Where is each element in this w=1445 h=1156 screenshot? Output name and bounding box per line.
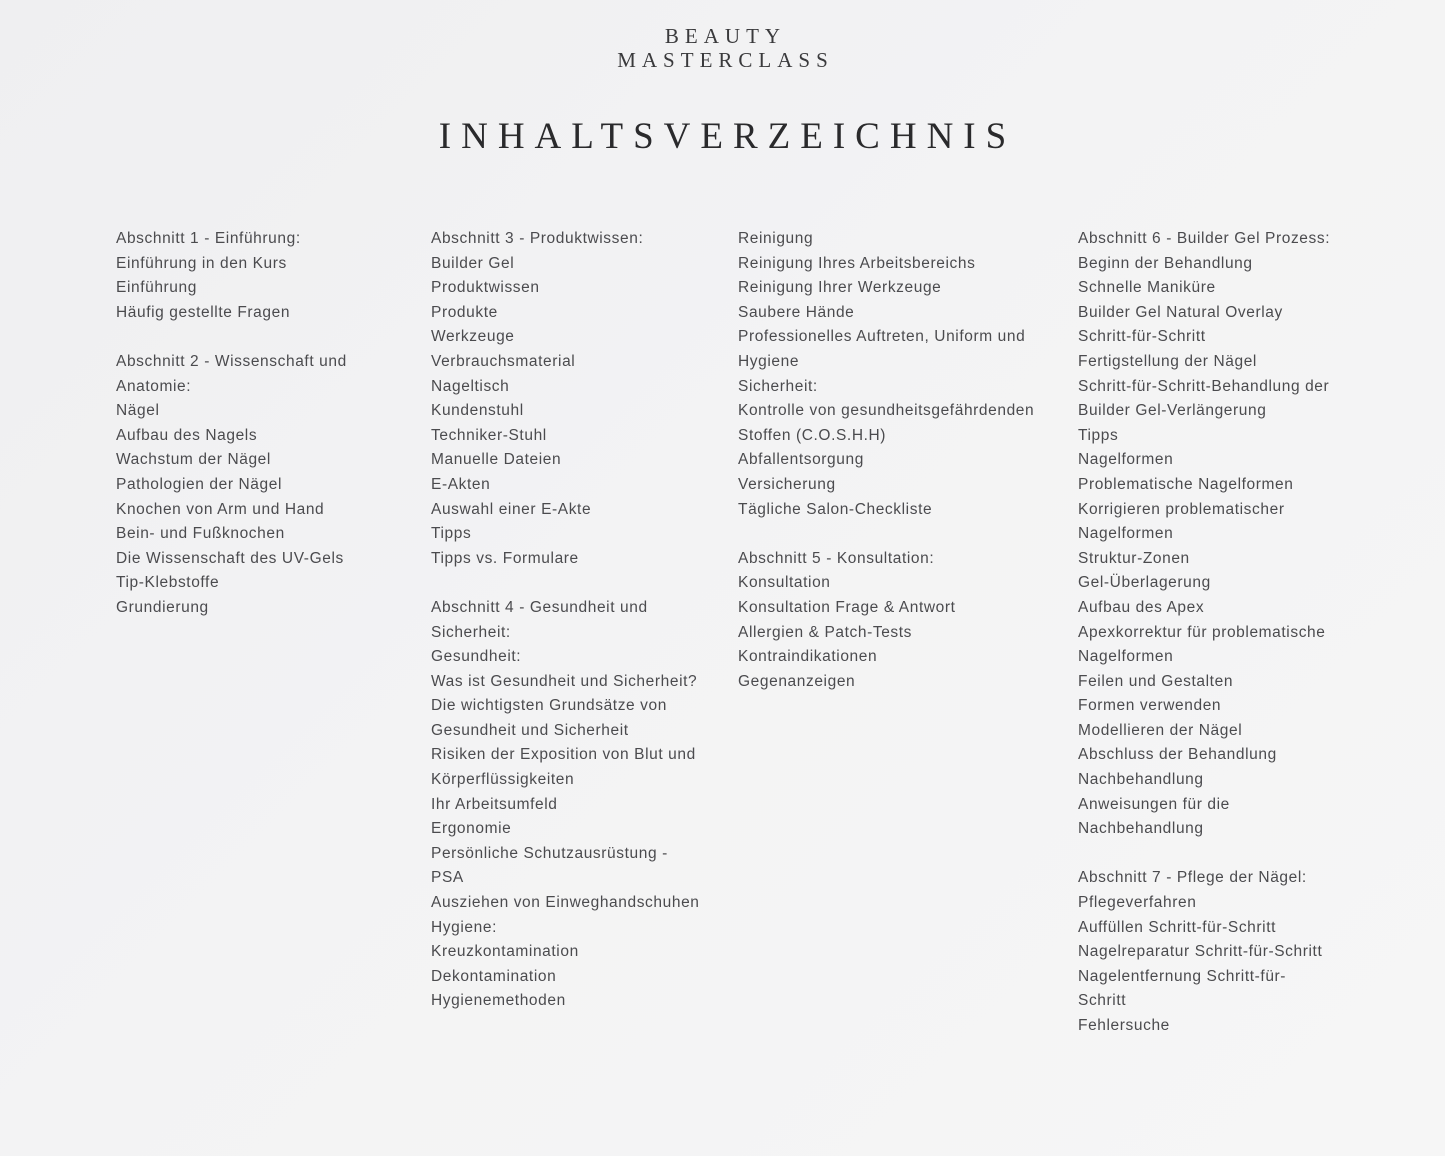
toc-entry: Tipps vs. Formulare bbox=[431, 549, 579, 567]
toc-entry: Nägel bbox=[116, 402, 160, 420]
toc-entry: Fertigstellung der Nägel bbox=[1078, 352, 1257, 370]
toc-entry: Nagelformen bbox=[1078, 648, 1174, 666]
toc-entry: Anweisungen für die bbox=[1078, 795, 1230, 813]
toc-entry: Die Wissenschaft des UV-Gels bbox=[116, 549, 344, 567]
toc-entry: Konsultation bbox=[738, 574, 831, 592]
toc-entry: Gesundheit und Sicherheit bbox=[431, 721, 629, 739]
toc-entry: Gel-Überlagerung bbox=[1078, 574, 1211, 592]
toc-entry: Aufbau des Nagels bbox=[116, 426, 258, 444]
toc-entry: Versicherung bbox=[738, 475, 836, 493]
toc-entry: Tipps bbox=[431, 525, 472, 543]
toc-entry: Nagelformen bbox=[1078, 451, 1174, 469]
toc-entry: Abfallentsorgung bbox=[738, 451, 864, 469]
toc-entry: Manuelle Dateien bbox=[431, 451, 562, 469]
toc-entry: Persönliche Schutzausrüstung - bbox=[431, 844, 668, 862]
toc-entry: Kontrolle von gesundheitsgefährdenden bbox=[738, 402, 1035, 420]
toc-entry: Korrigieren problematischer bbox=[1078, 500, 1285, 518]
toc-entry: Hygiene: bbox=[431, 918, 497, 936]
toc-entry: Hygienemethoden bbox=[431, 992, 566, 1010]
toc-entry: Werkzeuge bbox=[431, 328, 515, 346]
toc-entry: Körperflüssigkeiten bbox=[431, 771, 575, 789]
toc-entry: Nachbehandlung bbox=[1078, 771, 1204, 789]
toc-entry: Kundenstuhl bbox=[431, 402, 524, 420]
toc-entry: Wachstum der Nägel bbox=[116, 451, 271, 469]
toc-entry: Ergonomie bbox=[431, 820, 512, 838]
toc-entry: E-Akten bbox=[431, 475, 491, 493]
toc-entry: Reinigung Ihres Arbeitsbereichs bbox=[738, 254, 976, 272]
toc-entry: Bein- und Fußknochen bbox=[116, 525, 285, 543]
section-heading: Abschnitt 7 - Pflege der Nägel: bbox=[1078, 869, 1307, 887]
toc-column-4 bbox=[1078, 227, 1378, 1039]
toc-entry: PSA bbox=[431, 869, 464, 887]
toc-entry: Formen verwenden bbox=[1078, 697, 1222, 715]
toc-entry: Gesundheit: bbox=[431, 648, 522, 666]
toc-entry: Auffüllen Schritt-für-Schritt bbox=[1078, 918, 1277, 936]
toc-entry: Techniker-Stuhl bbox=[431, 426, 547, 444]
toc-entry: Einführung in den Kurs bbox=[116, 254, 287, 272]
toc-entry: Grundierung bbox=[116, 598, 209, 616]
toc-column-1 bbox=[116, 227, 406, 621]
section-heading: Abschnitt 1 - Einführung: bbox=[116, 230, 301, 247]
toc-column-3 bbox=[738, 227, 1058, 694]
toc-entry: Saubere Hände bbox=[738, 303, 855, 321]
toc-entry: Fehlersuche bbox=[1078, 1017, 1170, 1034]
toc-entry: Builder Gel-Verlängerung bbox=[1078, 402, 1267, 420]
brand-line-beauty: BEAUTY bbox=[664, 24, 787, 48]
toc-entry: Kontraindikationen bbox=[738, 648, 878, 666]
section-heading: Abschnitt 6 - Builder Gel Prozess: bbox=[1078, 230, 1331, 247]
toc-entry: Sicherheit: bbox=[431, 623, 511, 641]
toc-entry: Was ist Gesundheit und Sicherheit? bbox=[431, 672, 698, 690]
toc-entry: Nachbehandlung bbox=[1078, 820, 1204, 838]
section-spacer bbox=[431, 571, 721, 596]
section-heading: Abschnitt 3 - Produktwissen: bbox=[431, 230, 644, 247]
toc-entry: Tip-Klebstoffe bbox=[116, 574, 220, 592]
section-heading: Abschnitt 5 - Konsultation: bbox=[738, 549, 935, 567]
page-title: INHALTSVERZEICHNIS bbox=[438, 116, 1017, 157]
section-spacer bbox=[116, 325, 406, 350]
toc-entry: Dekontamination bbox=[431, 967, 557, 985]
toc-entry: Knochen von Arm und Hand bbox=[116, 500, 325, 518]
toc-entry: Stoffen (C.O.S.H.H) bbox=[738, 426, 887, 444]
toc-entry: Hygiene bbox=[738, 352, 800, 370]
toc-entry: Schritt bbox=[1078, 992, 1127, 1010]
toc-entry: Beginn der Behandlung bbox=[1078, 254, 1253, 272]
brand-logo bbox=[0, 24, 1445, 72]
toc-entry: Allergien & Patch-Tests bbox=[738, 623, 913, 641]
toc-column-2 bbox=[431, 227, 721, 1014]
toc-entry: Abschluss der Behandlung bbox=[1078, 746, 1277, 764]
toc-entry: Produkte bbox=[431, 303, 498, 321]
toc-entry: Struktur-Zonen bbox=[1078, 549, 1190, 567]
toc-entry: Problematische Nagelformen bbox=[1078, 475, 1294, 493]
toc-entry: Reinigung bbox=[738, 230, 814, 247]
toc-entry: Aufbau des Apex bbox=[1078, 598, 1205, 616]
toc-entry: Schritt-für-Schritt-Behandlung der bbox=[1078, 377, 1330, 395]
toc-entry: Builder Gel Natural Overlay bbox=[1078, 303, 1283, 321]
toc-entry: Verbrauchsmaterial bbox=[431, 352, 576, 370]
toc-entry: Kreuzkontamination bbox=[431, 943, 579, 961]
toc-entry: Modellieren der Nägel bbox=[1078, 721, 1243, 739]
toc-entry: Nagelformen bbox=[1078, 525, 1174, 543]
toc-entry: Professionelles Auftreten, Uniform und bbox=[738, 328, 1026, 346]
toc-entry: Auswahl einer E-Akte bbox=[431, 500, 592, 518]
toc-entry: Risiken der Exposition von Blut und bbox=[431, 746, 696, 764]
toc-entry: Feilen und Gestalten bbox=[1078, 672, 1234, 690]
toc-entry: Schnelle Maniküre bbox=[1078, 279, 1216, 297]
toc-entry: Anatomie: bbox=[116, 377, 192, 395]
section-spacer bbox=[1078, 842, 1378, 867]
toc-entry: Produktwissen bbox=[431, 279, 540, 297]
toc-entry: Ausziehen von Einweghandschuhen bbox=[431, 894, 700, 912]
toc-entry: Nagelentfernung Schritt-für- bbox=[1078, 967, 1287, 985]
toc-entry: Ihr Arbeitsumfeld bbox=[431, 795, 558, 813]
toc-entry: Konsultation Frage & Antwort bbox=[738, 598, 956, 616]
toc-entry: Tipps bbox=[1078, 426, 1119, 444]
toc-entry: Die wichtigsten Grundsätze von bbox=[431, 697, 667, 715]
toc-entry: Sicherheit: bbox=[738, 377, 818, 395]
toc-entry: Häufig gestellte Fragen bbox=[116, 303, 291, 321]
section-spacer bbox=[738, 522, 1058, 547]
toc-entry: Apexkorrektur für problematische bbox=[1078, 623, 1326, 641]
brand-line-masterclass: MASTERCLASS bbox=[617, 48, 834, 72]
toc-entry: Tägliche Salon-Checkliste bbox=[738, 500, 933, 518]
toc-entry: Einführung bbox=[116, 279, 197, 297]
toc-entry: Pflegeverfahren bbox=[1078, 894, 1197, 912]
toc-entry: Builder Gel bbox=[431, 254, 515, 272]
toc-entry: Nagelreparatur Schritt-für-Schritt bbox=[1078, 943, 1323, 961]
toc-entry: Schritt-für-Schritt bbox=[1078, 328, 1206, 346]
section-heading: Abschnitt 2 - Wissenschaft und bbox=[116, 352, 347, 370]
toc-entry: Gegenanzeigen bbox=[738, 672, 856, 690]
toc-entry: Nageltisch bbox=[431, 377, 510, 395]
toc-entry: Pathologien der Nägel bbox=[116, 475, 282, 493]
toc-entry: Reinigung Ihrer Werkzeuge bbox=[738, 279, 942, 297]
section-heading: Abschnitt 4 - Gesundheit und bbox=[431, 598, 648, 616]
